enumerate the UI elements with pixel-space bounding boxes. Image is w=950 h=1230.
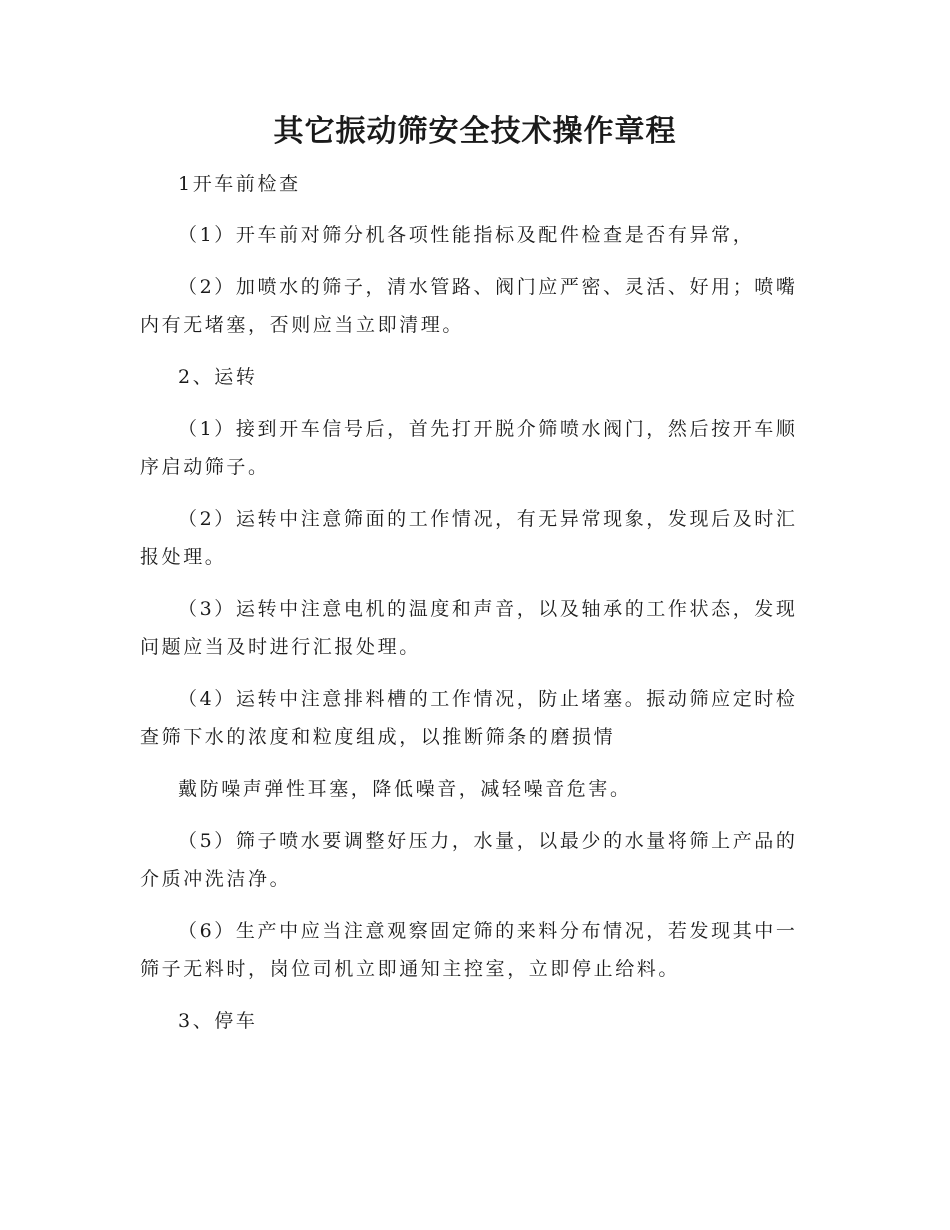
section-heading-operation: 2、运转 bbox=[178, 366, 258, 388]
document-title: 其它振动筛安全技术操作章程 bbox=[273, 114, 677, 149]
paragraph-operation-5: （5）筛子喷水要调整好压力，水量，以最少的水量将筛上产品的介质冲洗洁净。 bbox=[140, 830, 798, 890]
paragraph-operation-1: （1）接到开车信号后，首先打开脱介筛喷水阀门，然后按开车顺序启动筛子。 bbox=[140, 418, 798, 478]
paragraph-operation-2: （2）运转中注意筛面的工作情况，有无异常现象，发现后及时汇报处理。 bbox=[140, 508, 798, 568]
paragraph-check-2: （2）加喷水的筛子，清水管路、阀门应严密、灵活、好用；喷嘴内有无堵塞，否则应当立即清理。 bbox=[140, 276, 798, 336]
paragraph-operation-4: （4）运转中注意排料槽的工作情况，防止堵塞。振动筛应定时检查筛下水的浓度和粒度组成，以推断筛条的磨损情 bbox=[140, 688, 798, 748]
paragraph-check-1: （1）开车前对筛分机各项性能指标及配件检查是否有异常， bbox=[178, 224, 755, 246]
paragraph-operation-6: （6）生产中应当注意观察固定筛的来料分布情况，若发现其中一筛子无料时，岗位司机立即通知主控室，立即停止给料。 bbox=[140, 920, 798, 980]
paragraph-operation-3: （3）运转中注意电机的温度和声音，以及轴承的工作状态，发现问题应当及时进行汇报处理。 bbox=[140, 598, 798, 658]
section-heading-shutdown: 3、停车 bbox=[178, 1010, 258, 1032]
paragraph-noise-protection: 戴防噪声弹性耳塞，降低噪音，减轻噪音危害。 bbox=[178, 778, 632, 800]
section-heading-pre-start-check: 1开车前检查 bbox=[178, 173, 301, 195]
